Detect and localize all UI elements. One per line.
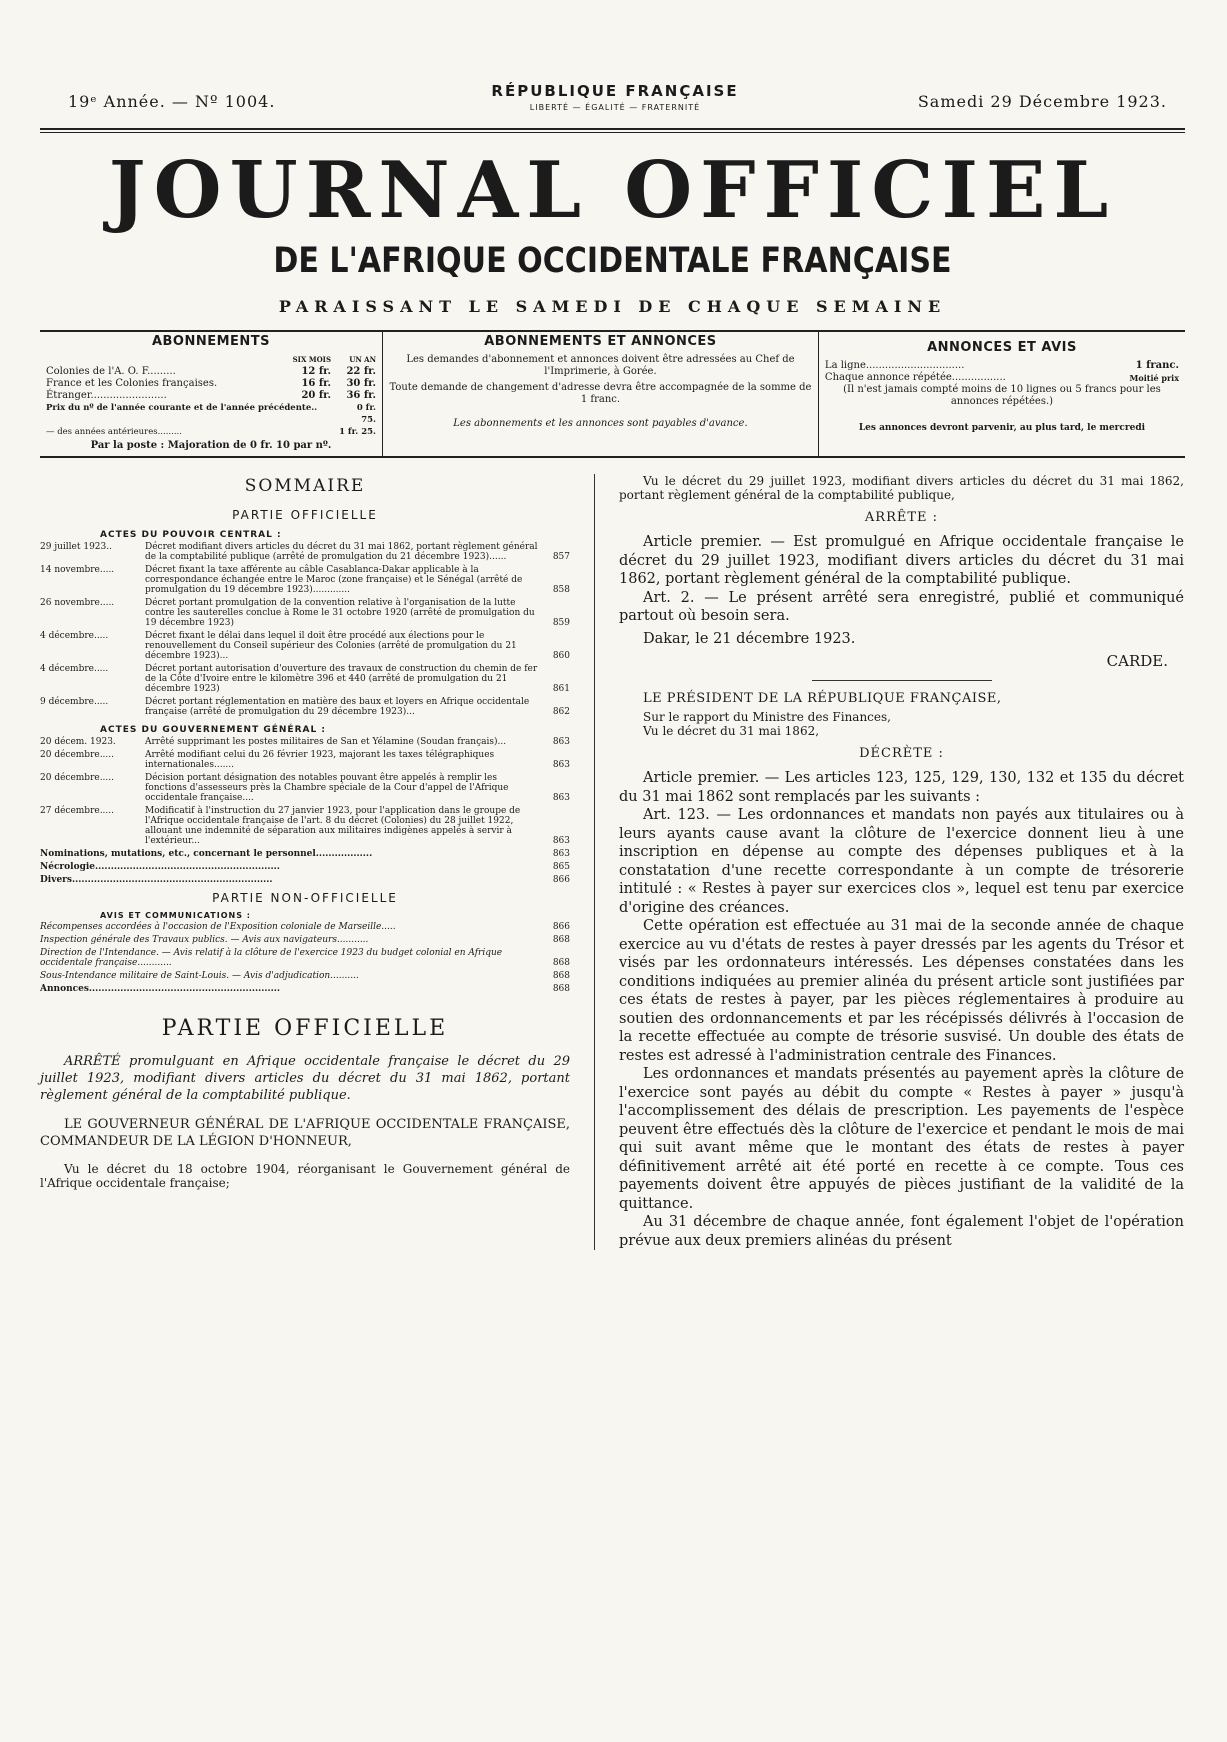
subscriptions-box xyxy=(40,332,382,456)
header-rule xyxy=(40,128,1185,130)
toc-entry xyxy=(40,875,570,885)
governor-line: LE GOUVERNEUR GÉNÉRAL DE L'AFRIQUE OCCIDENTALE FRANÇAISE, COMMANDEUR DE LA LÉGION D'HONNEUR, xyxy=(40,1117,570,1149)
toc-date: 27 décembre..... xyxy=(40,806,114,816)
price-year: 0 fr. 75. xyxy=(356,403,376,425)
subs-ads-title: ABONNEMENTS ET ANNONCES xyxy=(484,334,717,349)
republic-title: RÉPUBLIQUE FRANÇAISE xyxy=(491,82,739,100)
rapport-line: Sur le rapport du Ministre des Finances, xyxy=(643,710,891,724)
toc-section-gov: ACTES DU GOUVERNEMENT GÉNÉRAL : xyxy=(100,725,326,735)
price-row xyxy=(46,402,376,426)
president-line: LE PRÉSIDENT DE LA RÉPUBLIQUE FRANÇAISE, xyxy=(643,691,1002,706)
ads-row xyxy=(825,360,1179,372)
toc-entry xyxy=(40,737,570,747)
decree-paragraph-2: Cette opération est effectuée au 31 mai de la seconde année de chaque exercice au vu d'états de restes à payer dressés par les agents du Trésor et visés par les ordonnateurs intéressés. Les dépenses constatées dans les conditions indiquées au premier alinéa du présent article sont justifiées par ces états de restes à payer, par les pièces réglementaires à produire au soutien des ordonnancements et par les récépissés délivrés à l'occasion de la recette effectuée au compte de trésorie susvisé. Un double des états de restes est adressé à l'administration centrale des Finances. xyxy=(619,918,1184,1064)
journal-page xyxy=(40,80,1185,1250)
toc-page: 858 xyxy=(552,585,570,595)
article-2: Art. 2. — Le présent arrêté sera enregistré, publié et communiqué partout où besoin sera. xyxy=(619,589,1184,624)
toc-entry xyxy=(40,664,570,694)
toc-entry xyxy=(40,935,570,945)
separator xyxy=(812,680,992,681)
toc-text: Décret fixant la taxe afférente au câble Casablanca-Dakar applicable à la correspondance échangée entre le Maroc (zone française) et le Sénégal (arrêté de promulgation du 19 décembre 1923)............. xyxy=(145,565,523,595)
toc-date: 29 juillet 1923.. xyxy=(40,542,112,552)
toc-part-nonofficial: PARTIE NON-OFFICIELLE xyxy=(212,891,398,905)
price-six: 12 fr. xyxy=(301,366,331,377)
toc-text: Arrêté modifiant celui du 26 février 1923, majorant les taxes télégraphiques internationales....... xyxy=(145,750,495,770)
toc-page: 859 xyxy=(552,618,570,628)
toc-text: Nominations, mutations, etc., concernant le personnel.................. xyxy=(40,849,373,859)
toc-page: 868 xyxy=(552,935,570,945)
price-six xyxy=(271,426,316,438)
subs-ads-box xyxy=(382,332,818,456)
toc-entry xyxy=(40,806,570,846)
article-1: Article premier. — Est promulgué en Afrique occidentale française le décret du 29 juillet 1923, modifiant divers articles du décret du 31 mai 1862, portant règlement général de la comptabilité publique. xyxy=(619,534,1184,587)
subs-ads-line2: Toute demande de changement d'adresse devra être accompagnée de la somme de 1 franc. xyxy=(389,382,812,405)
toc-page: 860 xyxy=(552,651,570,661)
price-six: 16 fr. xyxy=(301,378,331,389)
vu-1862: Vu le décret du 31 mai 1862, xyxy=(643,724,820,738)
toc-text: Annonces............................................................. xyxy=(40,984,281,994)
decree-paragraph-3: Les ordonnances et mandats présentés au payement après la clôture de l'exercice sont payés au débit du compte « Restes à payer » jusqu'à l'accomplissement des délais de prescription. Les payements de l'espèce peuvent être effectués dès la clôture de l'exercice et pendant le mois de mai qui suit avant même que le montant des états de restes à payer définitivement arrêté ait été porté en recette à ce compte. Tous ces payements doivent être appuyés de pièces justifiant de la validité de la quittance. xyxy=(619,1066,1184,1212)
toc-date: 14 novembre..... xyxy=(40,565,115,575)
toc-text: Décision portant désignation des notables pouvant être appelés à remplir les fonctions d'assesseurs près la Chambre spéciale de la Cour d'appel de l'Afrique occidentale française.... xyxy=(145,773,509,803)
right-column xyxy=(595,474,1184,1250)
price-row xyxy=(46,378,376,390)
price-year: 22 fr. xyxy=(346,366,376,377)
toc-page: 863 xyxy=(552,836,570,846)
price-row-name: Étranger........................ xyxy=(46,390,167,401)
header-row xyxy=(40,80,1185,124)
six-months-head: SIX MOIS xyxy=(292,355,331,364)
toc-text: Décret portant autorisation d'ouverture des travaux de construction du chemin de fer de la Côte d'Ivoire entre le kilomètre 396 et 440 (arrêté de promulgation du 21 décembre 1923) xyxy=(145,664,538,694)
decrete-heading: DÉCRÈTE : xyxy=(859,746,944,761)
body-columns xyxy=(40,474,1185,1250)
toc-entry xyxy=(40,697,570,717)
decree-paragraph-4: Au 31 décembre de chaque année, font également l'objet de l'opération prévue aux deux premiers alinéas du présent xyxy=(619,1214,1184,1249)
ads-box xyxy=(818,332,1185,456)
toc-page: 863 xyxy=(552,760,570,770)
toc-page: 861 xyxy=(552,684,570,694)
issue-number: 19ᵉ Année. — Nº 1004. xyxy=(68,92,276,111)
price-year: 36 fr. xyxy=(346,390,376,401)
toc-entry xyxy=(40,598,570,628)
toc-date: 4 décembre..... xyxy=(40,664,109,674)
toc-page: 868 xyxy=(552,958,570,968)
toc-entry xyxy=(40,948,570,968)
toc-date: 20 décembre..... xyxy=(40,750,114,760)
republic-motto: LIBERTÉ — ÉGALITÉ — FRATERNITÉ xyxy=(529,103,701,112)
sommaire-title: SOMMAIRE xyxy=(244,476,366,496)
ads-row-value: 1 franc. xyxy=(1135,360,1179,371)
toc-text: Décret fixant le délai dans lequel il doit être procédé aux élections pour le renouvellement du Conseil supérieur des Colonies (arrêté de promulgation du 21 décembre 1923)... xyxy=(145,631,517,661)
toc-entry xyxy=(40,984,570,994)
toc-entry xyxy=(40,971,570,981)
issue-date: Samedi 29 Décembre 1923. xyxy=(917,92,1167,111)
price-six xyxy=(317,402,342,426)
price-row xyxy=(46,390,376,402)
one-year-head: UN AN xyxy=(349,355,376,364)
left-column xyxy=(40,474,595,1250)
vu-decree-1923: Vu le décret du 29 juillet 1923, modifiant divers articles du décret du 31 mai 1862, portant règlement général de la comptabilité publique, xyxy=(619,474,1184,502)
signature: CARDE. xyxy=(1106,652,1168,670)
toc-date: 9 décembre..... xyxy=(40,697,109,707)
toc-entry xyxy=(40,849,570,859)
toc-section-central: ACTES DU POUVOIR CENTRAL : xyxy=(100,530,282,540)
ads-title: ANNONCES ET AVIS xyxy=(927,340,1077,355)
toc-date: 4 décembre..... xyxy=(40,631,109,641)
toc-entry xyxy=(40,922,570,932)
toc-text: Inspection générale des Travaux publics. — Avis aux navigateurs........... xyxy=(40,935,369,945)
toc-page: 863 xyxy=(552,849,570,859)
decree-article-123: Art. 123. — Les ordonnances et mandats non payés aux titulaires ou à leurs ayants cause avant la clôture de l'exercice donnent lieu à une inscription en dépense au compte des dépenses publiques et à la constatation d'une recette correspondante à un compte de trésorerie intitulé : « Restes à payer sur exercices clos », lequel est tenu par exercice d'origine des créances. xyxy=(619,807,1184,916)
ads-row-value: Moitié prix xyxy=(1129,373,1179,383)
toc-text: Récompenses accordées à l'occasion de l'Exposition coloniale de Marseille..... xyxy=(40,922,396,932)
toc-date: 20 décem. 1923. xyxy=(40,737,116,747)
masthead-title: JOURNAL OFFICIEL xyxy=(108,145,1117,236)
toc-text: Modificatif à l'instruction du 27 janvier 1923, pour l'application dans le groupe de l'Afrique occidentale française de l'art. 8 du décret (Colonies) du 28 juillet 1922, allouant une indemnité de séparation aux militaires indigènes appelés à servir à l'extérieur... xyxy=(145,806,521,846)
toc-text: Nécrologie........................................................... xyxy=(40,862,280,872)
toc-text: Décret modifiant divers articles du décret du 31 mai 1862, portant règlement général de la comptabilité publique (arrêté de promulgation du 21 décembre 1923)...... xyxy=(145,542,538,562)
toc-page: 857 xyxy=(552,552,570,562)
republic-block xyxy=(440,82,790,112)
vu-decree: Vu le décret du 18 octobre 1904, réorganisant le Gouvernement général de l'Afrique occidentale française; xyxy=(40,1162,570,1190)
toc-section-avis: AVIS ET COMMUNICATIONS : xyxy=(100,911,251,920)
price-six: 20 fr. xyxy=(301,390,331,401)
toc-page: 863 xyxy=(552,737,570,747)
toc-text: Arrêté supprimant les postes militaires de San et Yélamine (Soudan français)... xyxy=(145,737,507,747)
toc-date: 20 décembre..... xyxy=(40,773,114,783)
subscription-boxes xyxy=(40,330,1185,458)
toc-page: 866 xyxy=(552,922,570,932)
subs-ads-line1: Les demandes d'abonnement et annonces doivent être adressées au Chef de l'Imprimerie, à Gorée. xyxy=(406,354,795,377)
arrete-heading: ARRÊTE : xyxy=(864,510,939,525)
toc-page: 866 xyxy=(552,875,570,885)
toc-page: 868 xyxy=(552,984,570,994)
postal-note: Par la poste : Majoration de 0 fr. 10 par nº. xyxy=(90,440,332,451)
toc-page: 862 xyxy=(552,707,570,717)
toc-entry xyxy=(40,750,570,770)
price-row xyxy=(46,366,376,378)
toc-entry xyxy=(40,542,570,562)
toc-page: 863 xyxy=(552,793,570,803)
masthead-subtitle: DE L'AFRIQUE OCCIDENTALE FRANÇAISE xyxy=(273,241,952,281)
ads-note: (Il n'est jamais compté moins de 10 lignes ou 5 francs pour les annonces répétées.) xyxy=(843,384,1161,407)
toc-entry xyxy=(40,565,570,595)
toc-text: Décret portant réglementation en matière des baux et loyers en Afrique occidentale française (arrêté de promulgation du 29 décembre 1923)... xyxy=(145,697,530,717)
ads-row-name: La ligne............................... xyxy=(824,360,965,371)
ads-row xyxy=(825,372,1179,384)
price-year: 30 fr. xyxy=(346,378,376,389)
ads-row-name: Chaque annonce répétée................. xyxy=(824,372,1006,383)
price-year: 1 fr. 25. xyxy=(339,427,376,437)
subscription-col-heads xyxy=(46,354,376,366)
place-date: Dakar, le 21 décembre 1923. xyxy=(643,630,856,647)
toc-date: 26 novembre..... xyxy=(40,598,115,608)
toc-text: Sous-Intendance militaire de Saint-Louis. — Avis d'adjudication.......... xyxy=(40,971,359,981)
subscriptions-title: ABONNEMENTS xyxy=(151,334,271,349)
masthead-frequency: PARAISSANT LE SAMEDI DE CHAQUE SEMAINE xyxy=(278,297,947,316)
toc-entry xyxy=(40,862,570,872)
decree-article-1: Article premier. — Les articles 123, 125, 129, 130, 132 et 135 du décret du 31 mai 1862 sont remplacés par les suivants : xyxy=(619,770,1184,805)
header-rule-thin xyxy=(40,132,1185,133)
toc-page: 865 xyxy=(552,862,570,872)
toc-text: Direction de l'Intendance. — Avis relatif à la clôture de l'exercice 1923 du budget colonial en Afrique occidentale française............ xyxy=(40,948,503,968)
toc-text: Décret portant promulgation de la convention relative à l'organisation de la lutte contre les sauterelles conclue à Rome le 31 octobre 1920 (arrêté de promulgation du 19 décembre 1923) xyxy=(145,598,535,628)
arrete-title: ARRÊTÉ promulguant en Afrique occidentale française le décret du 29 juillet 1923, modifiant divers articles du décret du 31 mai 1862, portant règlement général de la comptabilité publique. xyxy=(40,1054,570,1103)
toc-part-official: PARTIE OFFICIELLE xyxy=(232,508,378,522)
price-row xyxy=(46,426,376,438)
subs-ads-line3: Les abonnements et les annonces sont payables d'avance. xyxy=(453,418,748,429)
price-row-name: Colonies de l'A. O. F......... xyxy=(46,366,176,377)
price-row-name: France et les Colonies françaises. xyxy=(46,378,218,389)
price-row-name: Prix du nº de l'année courante et de l'année précédente.. xyxy=(46,403,318,413)
toc-page: 868 xyxy=(552,971,570,981)
toc-entry xyxy=(40,631,570,661)
toc-text: Divers................................................................ xyxy=(40,875,273,885)
toc-entry xyxy=(40,773,570,803)
partie-officielle-heading: PARTIE OFFICIELLE xyxy=(161,1016,449,1041)
price-row-name: — des années antérieures......... xyxy=(46,427,182,437)
ads-deadline: Les annonces devront parvenir, au plus tard, le mercredi xyxy=(858,423,1146,433)
